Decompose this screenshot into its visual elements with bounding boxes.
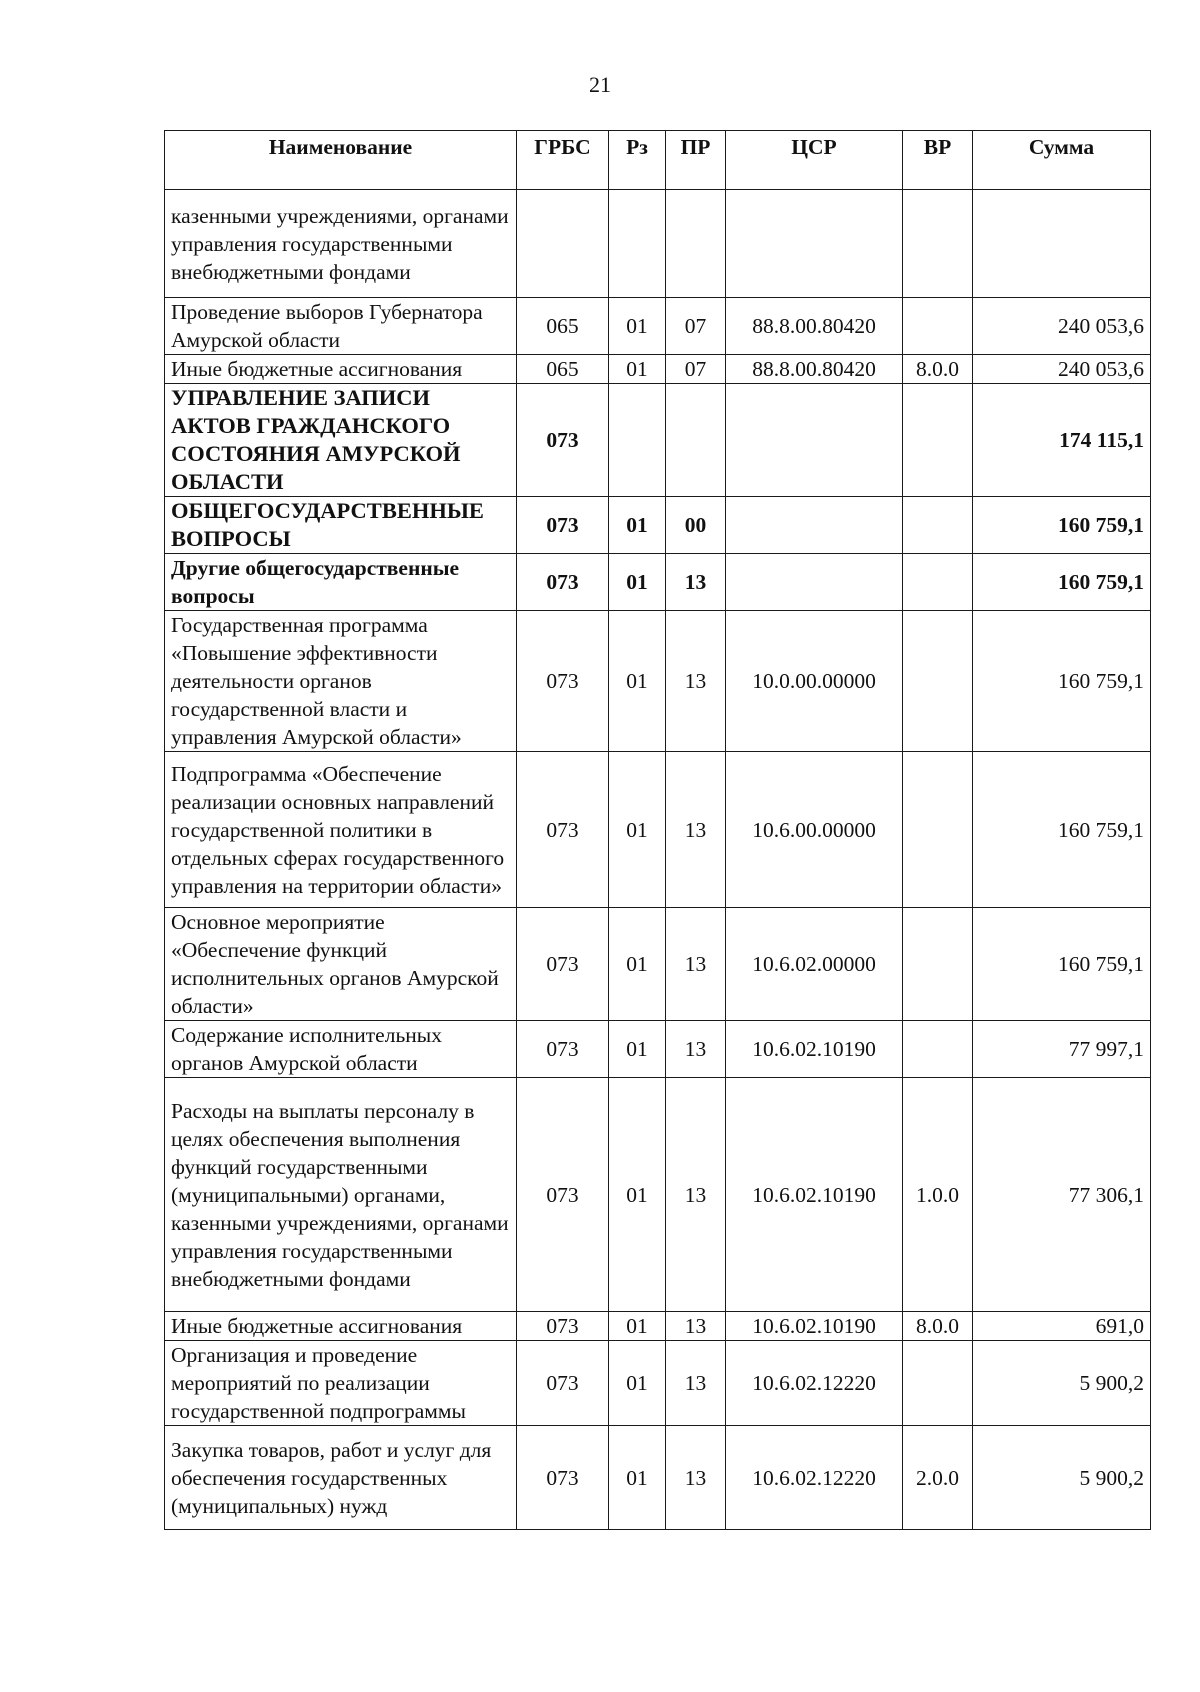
- row-sum: 240 053,6: [973, 298, 1151, 355]
- row-csr: [726, 497, 903, 554]
- row-rz: 01: [609, 752, 666, 908]
- row-name: казенными учреждениями, органами управления государственными внебюджетными фондами: [165, 190, 517, 298]
- row-pr: 13: [666, 1021, 726, 1078]
- row-grbs: 073: [517, 908, 609, 1021]
- table-row: [165, 1312, 1151, 1341]
- header-name: Наименование: [165, 131, 517, 190]
- row-rz: 01: [609, 1426, 666, 1530]
- row-csr: 10.0.00.00000: [726, 611, 903, 752]
- row-vr: 8.0.0: [903, 355, 973, 384]
- row-grbs: 073: [517, 1341, 609, 1426]
- row-pr: 13: [666, 611, 726, 752]
- row-csr: [726, 190, 903, 298]
- row-grbs: 073: [517, 1312, 609, 1341]
- row-rz: 01: [609, 554, 666, 611]
- row-grbs: [517, 190, 609, 298]
- header-csr: ЦСР: [726, 131, 903, 190]
- row-sum: 691,0: [973, 1312, 1151, 1341]
- row-pr: 13: [666, 554, 726, 611]
- row-grbs: 073: [517, 384, 609, 497]
- table-header-row: [165, 131, 1151, 190]
- row-vr: [903, 497, 973, 554]
- table-row: [165, 908, 1151, 1021]
- row-sum: 5 900,2: [973, 1426, 1151, 1530]
- row-name: Иные бюджетные ассигнования: [165, 1312, 517, 1341]
- row-sum: 160 759,1: [973, 908, 1151, 1021]
- row-name: Другие общегосударственные вопросы: [165, 554, 517, 611]
- row-pr: 13: [666, 1078, 726, 1312]
- row-name: Государственная программа «Повышение эффективности деятельности органов государственной власти и управления Амурской области»: [165, 611, 517, 752]
- row-csr: 10.6.02.10190: [726, 1312, 903, 1341]
- row-pr: 07: [666, 298, 726, 355]
- row-pr: 13: [666, 908, 726, 1021]
- row-csr: 10.6.02.00000: [726, 908, 903, 1021]
- table-row: [165, 298, 1151, 355]
- header-rz: Рз: [609, 131, 666, 190]
- row-rz: [609, 190, 666, 298]
- row-grbs: 073: [517, 497, 609, 554]
- row-name: Иные бюджетные ассигнования: [165, 355, 517, 384]
- row-csr: [726, 384, 903, 497]
- page-number: 21: [589, 72, 611, 97]
- table-row: [165, 752, 1151, 908]
- row-name: Содержание исполнительных органов Амурской области: [165, 1021, 517, 1078]
- row-rz: 01: [609, 1021, 666, 1078]
- table-row: [165, 1021, 1151, 1078]
- row-grbs: 065: [517, 355, 609, 384]
- table-row: [165, 497, 1151, 554]
- row-grbs: 073: [517, 1426, 609, 1530]
- row-pr: 00: [666, 497, 726, 554]
- row-rz: 01: [609, 1078, 666, 1312]
- row-csr: 10.6.02.12220: [726, 1426, 903, 1530]
- header-vr: ВР: [903, 131, 973, 190]
- row-sum: 160 759,1: [973, 554, 1151, 611]
- row-csr: 88.8.00.80420: [726, 298, 903, 355]
- table-row: [165, 190, 1151, 298]
- row-rz: 01: [609, 1341, 666, 1426]
- row-vr: [903, 908, 973, 1021]
- row-sum: [973, 190, 1151, 298]
- row-rz: 01: [609, 298, 666, 355]
- row-vr: [903, 1021, 973, 1078]
- row-vr: [903, 1341, 973, 1426]
- row-pr: [666, 384, 726, 497]
- row-vr: 8.0.0: [903, 1312, 973, 1341]
- row-vr: [903, 752, 973, 908]
- row-name: Подпрограмма «Обеспечение реализации основных направлений государственной политики в отдельных сферах государственного управления на территории области»: [165, 752, 517, 908]
- row-sum: 77 997,1: [973, 1021, 1151, 1078]
- row-vr: [903, 298, 973, 355]
- row-name: Проведение выборов Губернатора Амурской области: [165, 298, 517, 355]
- row-csr: 88.8.00.80420: [726, 355, 903, 384]
- row-csr: 10.6.02.12220: [726, 1341, 903, 1426]
- row-pr: 13: [666, 1426, 726, 1530]
- row-csr: 10.6.00.00000: [726, 752, 903, 908]
- row-vr: 1.0.0: [903, 1078, 973, 1312]
- row-pr: 13: [666, 1312, 726, 1341]
- row-vr: 2.0.0: [903, 1426, 973, 1530]
- table-row: [165, 1341, 1151, 1426]
- row-name: Расходы на выплаты персоналу в целях обеспечения выполнения функций государственными (муниципальными) органами, казенными учреждениями, органами управления государственными внебюджетными фондами: [165, 1078, 517, 1312]
- row-sum: 160 759,1: [973, 611, 1151, 752]
- row-pr: 13: [666, 752, 726, 908]
- row-sum: 5 900,2: [973, 1341, 1151, 1426]
- row-csr: [726, 554, 903, 611]
- row-grbs: 065: [517, 298, 609, 355]
- row-name: Закупка товаров, работ и услуг для обеспечения государственных (муниципальных) нужд: [165, 1426, 517, 1530]
- row-name: Основное мероприятие «Обеспечение функций исполнительных органов Амурской области»: [165, 908, 517, 1021]
- row-vr: [903, 611, 973, 752]
- row-vr: [903, 384, 973, 497]
- row-grbs: 073: [517, 611, 609, 752]
- row-rz: 01: [609, 497, 666, 554]
- row-name: Организация и проведение мероприятий по реализации государственной подпрограммы: [165, 1341, 517, 1426]
- row-grbs: 073: [517, 554, 609, 611]
- row-vr: [903, 554, 973, 611]
- row-pr: [666, 190, 726, 298]
- row-pr: 07: [666, 355, 726, 384]
- row-pr: 13: [666, 1341, 726, 1426]
- header-pr: ПР: [666, 131, 726, 190]
- row-rz: 01: [609, 1312, 666, 1341]
- row-rz: 01: [609, 908, 666, 1021]
- header-grbs: ГРБС: [517, 131, 609, 190]
- row-sum: 160 759,1: [973, 497, 1151, 554]
- row-grbs: 073: [517, 1021, 609, 1078]
- header-sum: Сумма: [973, 131, 1151, 190]
- table-row: [165, 1078, 1151, 1312]
- row-csr: 10.6.02.10190: [726, 1078, 903, 1312]
- table-row: [165, 384, 1151, 497]
- row-sum: 174 115,1: [973, 384, 1151, 497]
- row-sum: 77 306,1: [973, 1078, 1151, 1312]
- row-sum: 240 053,6: [973, 355, 1151, 384]
- row-vr: [903, 190, 973, 298]
- row-grbs: 073: [517, 752, 609, 908]
- table-row: [165, 1426, 1151, 1530]
- row-grbs: 073: [517, 1078, 609, 1312]
- row-name: УПРАВЛЕНИЕ ЗАПИСИ АКТОВ ГРАЖДАНСКОГО СОСТОЯНИЯ АМУРСКОЙ ОБЛАСТИ: [165, 384, 517, 497]
- table-row: [165, 611, 1151, 752]
- row-rz: 01: [609, 355, 666, 384]
- table-row: [165, 554, 1151, 611]
- table-row: [165, 355, 1151, 384]
- row-rz: 01: [609, 611, 666, 752]
- row-name: ОБЩЕГОСУДАРСТВЕННЫЕ ВОПРОСЫ: [165, 497, 517, 554]
- row-sum: 160 759,1: [973, 752, 1151, 908]
- row-csr: 10.6.02.10190: [726, 1021, 903, 1078]
- row-rz: [609, 384, 666, 497]
- budget-table: [164, 130, 1151, 1530]
